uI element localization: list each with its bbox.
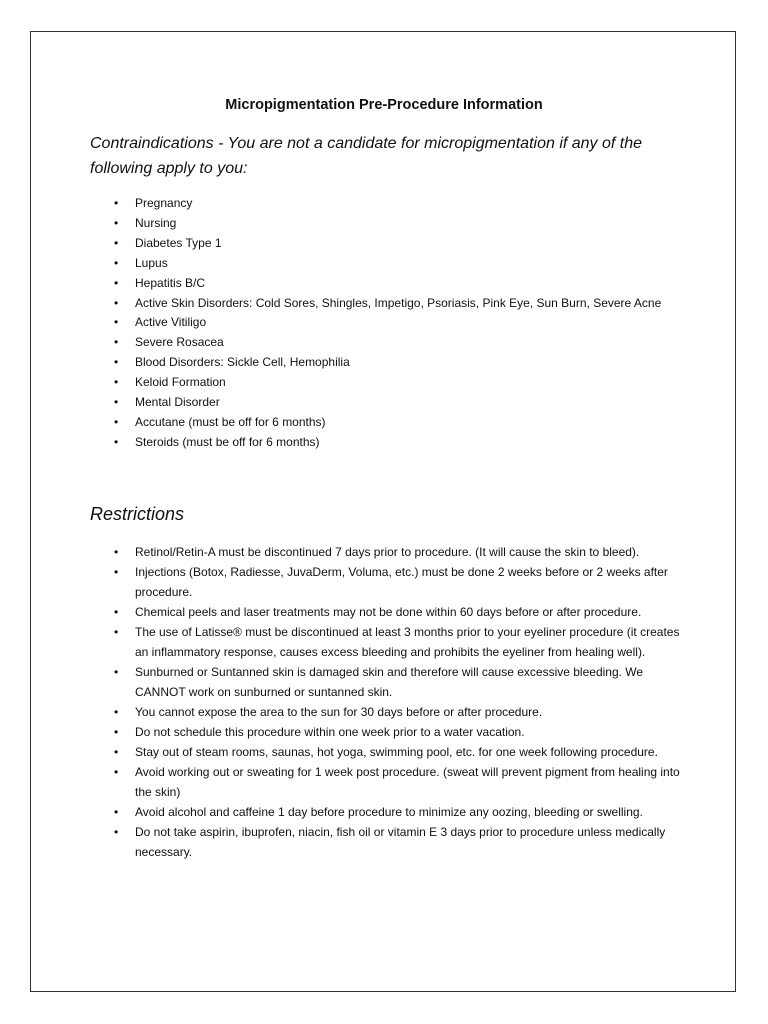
list-item: • Chemical peels and laser treatments may not be done within 60 days before or after procedure. xyxy=(114,602,696,622)
document-title: Micropigmentation Pre-Procedure Information xyxy=(225,97,543,113)
list-item: • Keloid Formation xyxy=(114,373,714,393)
list-item: • Active Skin Disorders: Cold Sores, Shingles, Impetigo, Psoriasis, Pink Eye, Sun Burn, Severe Acne xyxy=(114,294,714,314)
contraindications-intro: Contraindications - You are not a candidate for micropigmentation if any of the following apply to you: xyxy=(90,135,643,177)
list-item: • Steroids (must be off for 6 months) xyxy=(114,433,714,453)
list-item: • Do not schedule this procedure within one week prior to a water vacation. xyxy=(114,722,696,742)
list-item: • Do not take aspirin, ibuprofen, niacin, fish oil or vitamin E 3 days prior to procedure unless medically necessary. xyxy=(114,822,696,862)
list-item: • Lupus xyxy=(114,254,714,274)
list-item: • Active Vitiligo xyxy=(114,313,714,333)
list-item: • Pregnancy xyxy=(114,194,714,214)
list-item: • Nursing xyxy=(114,214,714,234)
restrictions-list xyxy=(114,542,696,862)
contraindications-list xyxy=(114,194,714,453)
list-item: • Avoid working out or sweating for 1 week post procedure. (sweat will prevent pigment from healing into the skin) xyxy=(114,762,696,802)
list-item: • Hepatitis B/C xyxy=(114,274,714,294)
list-item: • Stay out of steam rooms, saunas, hot yoga, swimming pool, etc. for one week following procedure. xyxy=(114,742,696,762)
list-item: • Diabetes Type 1 xyxy=(114,234,714,254)
list-item: • Sunburned or Suntanned skin is damaged skin and therefore will cause excessive bleeding. We CANNOT work on sunburned or suntanned skin. xyxy=(114,662,696,702)
list-item: • The use of Latisse® must be discontinued at least 3 months prior to your eyeliner procedure (it creates an inflammatory response, causes excess bleeding and prohibits the eyeliner from healing well). xyxy=(114,622,696,662)
list-item: • Blood Disorders: Sickle Cell, Hemophilia xyxy=(114,353,714,373)
list-item: • Retinol/Retin-A must be discontinued 7 days prior to procedure. (It will cause the skin to bleed). xyxy=(114,542,696,562)
list-item: • Accutane (must be off for 6 months) xyxy=(114,413,714,433)
list-item: • You cannot expose the area to the sun for 30 days before or after procedure. xyxy=(114,702,696,722)
restrictions-heading: Restrictions xyxy=(90,504,185,524)
list-item: • Severe Rosacea xyxy=(114,333,714,353)
list-item: • Mental Disorder xyxy=(114,393,714,413)
list-item: • Avoid alcohol and caffeine 1 day before procedure to minimize any oozing, bleeding or swelling. xyxy=(114,802,696,822)
list-item: • Injections (Botox, Radiesse, JuvaDerm, Voluma, etc.) must be done 2 weeks before or 2 weeks after procedure. xyxy=(114,562,696,602)
